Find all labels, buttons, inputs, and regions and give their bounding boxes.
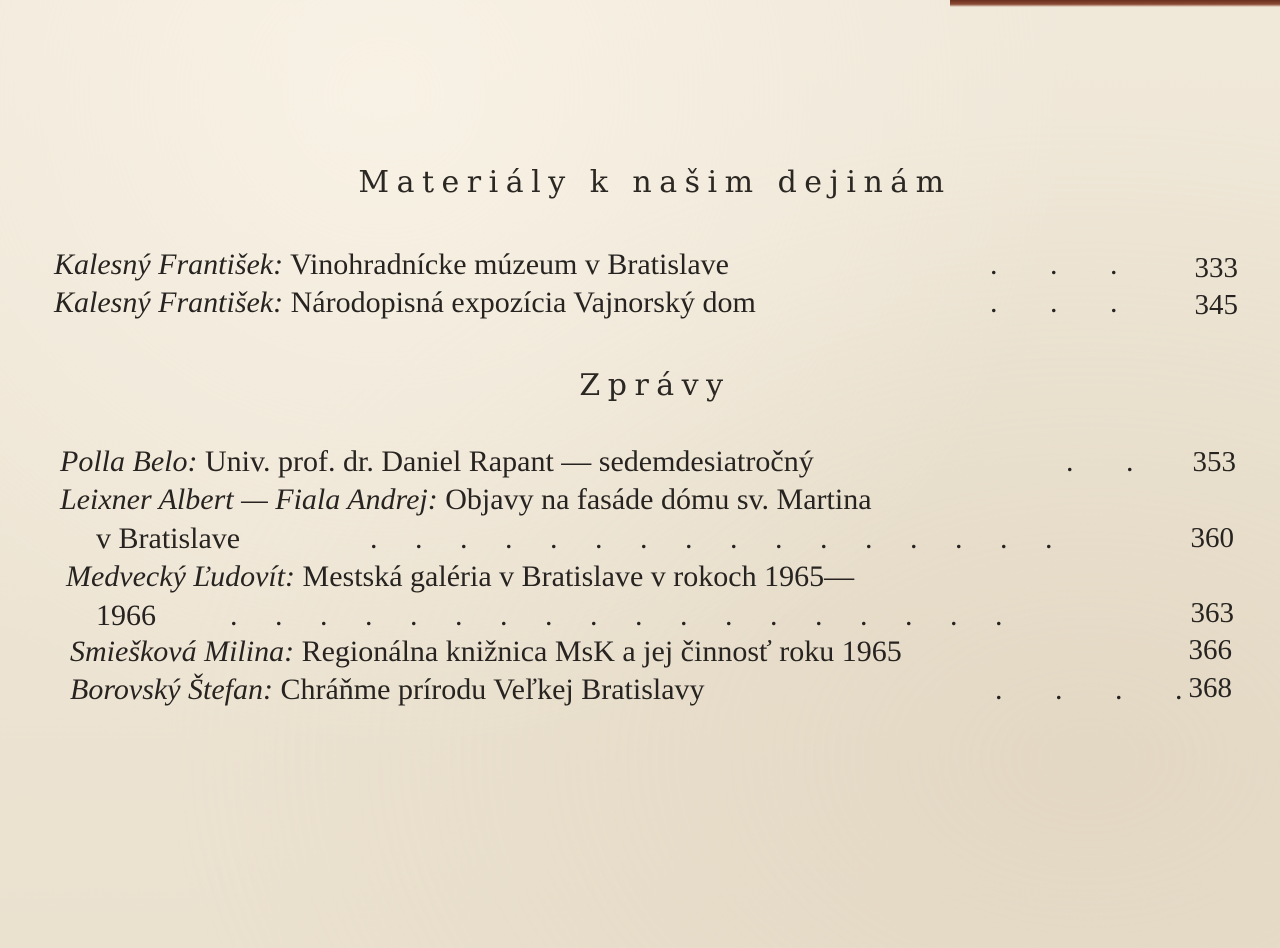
- toc-entry-line: [54, 246, 729, 284]
- toc-entry-line: [60, 443, 814, 481]
- entry-author: Borovský Štefan:: [70, 673, 273, 706]
- leader-dots: . . .: [990, 286, 1118, 319]
- entry-page-number: 363: [1190, 597, 1234, 629]
- leader-dots: . .: [1066, 445, 1134, 478]
- entry-author: Polla Belo:: [60, 445, 198, 478]
- toc-entry-continuation: [96, 597, 156, 635]
- toc-entry-line: [60, 481, 872, 519]
- toc-entry-line: [70, 671, 705, 709]
- toc-entry-line: [70, 633, 902, 671]
- entry-author: Smiešková Milina:: [70, 635, 295, 668]
- entry-title: Národopisná expozícia Vajnorský dom: [290, 286, 756, 319]
- leader-dots: . . . . . . . . . . . . . . . .: [370, 522, 1053, 555]
- section-heading-zpravy: Zprávy: [579, 368, 731, 403]
- toc-entry-line: [54, 284, 756, 322]
- leader-dots: . . . .: [995, 673, 1183, 706]
- toc-entry-line: [66, 558, 854, 596]
- leader-dots: . . .: [990, 248, 1118, 281]
- leader-dots: . . . . . . . . . . . . . . . . . .: [230, 599, 1003, 632]
- entry-author: Medvecký Ľudovít:: [66, 560, 296, 593]
- entry-title: Mestská galéria v Bratislave v rokoch 1965—: [302, 560, 855, 593]
- section-heading-materialy: Materiály k našim dejinám: [358, 165, 952, 200]
- entry-title: Vinohradnícke múzeum v Bratislave: [290, 248, 729, 281]
- entry-page-number: 345: [1194, 289, 1238, 321]
- entry-title: Chráňme prírodu Veľkej Bratislavy: [280, 673, 705, 706]
- entry-page-number: 333: [1194, 252, 1238, 284]
- entry-title: Regionálna knižnica MsK a jej činnosť roku 1965: [301, 635, 902, 668]
- entry-title: Objavy na fasáde dómu sv. Martina: [445, 483, 872, 516]
- toc-entry-continuation: [96, 520, 240, 558]
- entry-author: Leixner Albert — Fiala Andrej:: [60, 483, 438, 516]
- entry-page-number: 360: [1190, 522, 1234, 554]
- entry-title: Univ. prof. dr. Daniel Rapant — sedemdesiatročný: [204, 445, 814, 478]
- entry-title-continuation: 1966: [96, 599, 156, 632]
- entry-title-continuation: v Bratislave: [96, 522, 241, 555]
- entry-page-number: 366: [1188, 634, 1232, 666]
- entry-page-number: 368: [1188, 672, 1232, 704]
- entry-page-number: 353: [1192, 446, 1236, 478]
- entry-author: Kalesný František:: [54, 248, 284, 281]
- entry-author: Kalesný František:: [54, 286, 284, 319]
